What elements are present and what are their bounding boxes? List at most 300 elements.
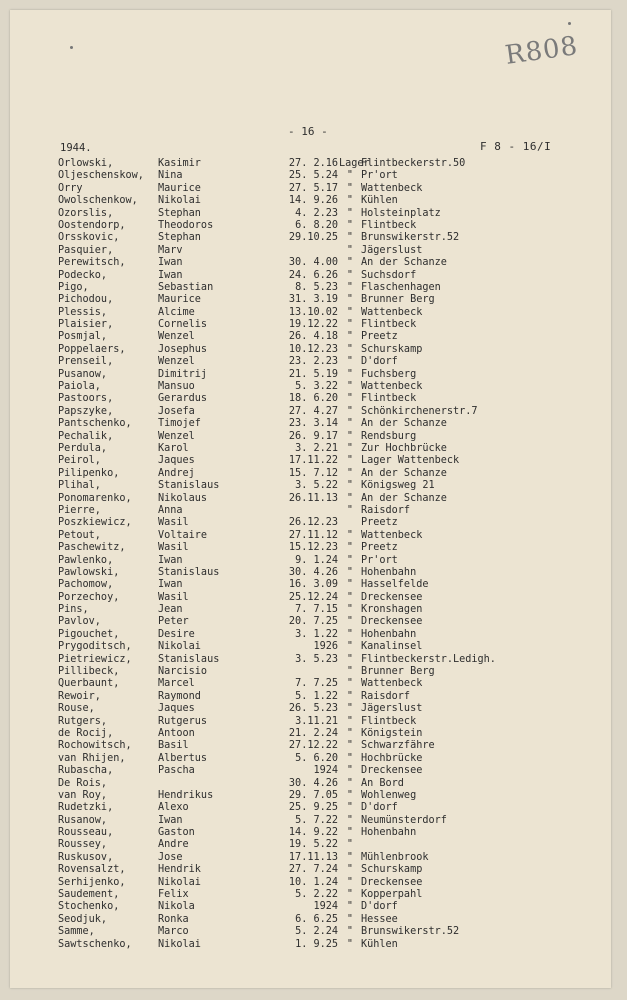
first-name: Andre	[158, 839, 189, 851]
residence: Jägerslust	[361, 244, 423, 256]
surname: Pilipenko,	[58, 467, 120, 479]
ditto-mark: "	[346, 616, 354, 628]
surname: Ruskusov,	[58, 851, 114, 863]
surname: Ponomarenko,	[58, 492, 132, 504]
surname: van Rhijen,	[58, 752, 126, 764]
residence: Flintbeck	[361, 219, 417, 231]
first-name: Nina	[158, 170, 183, 182]
surname: Serhijenko,	[58, 876, 126, 888]
ditto-mark: "	[346, 269, 354, 281]
first-name: Wenzel	[158, 331, 195, 343]
surname: Plihal,	[58, 480, 101, 492]
residence: An der Schanze	[361, 492, 447, 504]
surname: Pichodou,	[58, 294, 114, 306]
first-name: Mansuo	[158, 381, 195, 393]
residence: Zur Hochbrücke	[361, 442, 447, 454]
birth-date: 27. 5.17	[288, 182, 338, 194]
first-name: Narcisio	[158, 666, 208, 678]
birth-date: 24. 6.26	[288, 269, 338, 281]
residence: Flintbeck	[361, 393, 417, 405]
first-name: Alexo	[158, 802, 189, 814]
first-name: Sebastian	[158, 281, 214, 293]
surname: Pasquier,	[58, 244, 114, 256]
surname: Pachomow,	[58, 579, 114, 591]
first-name: Nikolai	[158, 938, 201, 950]
residence: Schurskamp	[361, 864, 423, 876]
archive-stamp: R808	[503, 31, 580, 71]
birth-date: 14. 9.26	[288, 195, 338, 207]
birth-date: 18. 6.20	[288, 393, 338, 405]
first-name: Marco	[158, 926, 189, 938]
first-name: Peter	[158, 616, 189, 628]
surname: van Roy,	[58, 789, 108, 801]
birth-date: 1924	[313, 765, 338, 777]
year-heading: 1944.	[60, 142, 92, 154]
ditto-mark: "	[346, 281, 354, 293]
residence: Brunner Berg	[361, 294, 435, 306]
birth-date: 5. 3.22	[295, 381, 338, 393]
surname: Pechalik,	[58, 430, 114, 442]
residence: Preetz	[361, 517, 398, 529]
ditto-mark: "	[346, 789, 354, 801]
ditto-mark: "	[346, 839, 354, 851]
birth-date: 26. 4.18	[288, 331, 338, 343]
birth-date: 1926	[313, 641, 338, 653]
punch-mark	[568, 22, 571, 25]
surname: Perewitsch,	[58, 257, 126, 269]
first-name: Ronka	[158, 913, 189, 925]
residence: Pr'ort	[361, 554, 398, 566]
residence: Hohenbahn	[361, 827, 417, 839]
residence: Dreckensee	[361, 591, 423, 603]
ditto-mark: "	[346, 802, 354, 814]
ditto-mark: "	[346, 405, 354, 417]
ditto-mark: "	[346, 306, 354, 318]
residence: Lager Wattenbeck	[361, 455, 460, 467]
birth-date: 5. 6.20	[295, 752, 338, 764]
residence: Schurskamp	[361, 343, 423, 355]
first-name: Kasimir	[158, 158, 201, 169]
ditto-mark: "	[346, 926, 354, 938]
surname: Pawlowski,	[58, 566, 120, 578]
first-name: Iwan	[158, 269, 183, 281]
residence: Flaschenhagen	[361, 281, 441, 293]
surname: Pins,	[58, 604, 89, 616]
surname: Rouse,	[58, 703, 95, 715]
first-name: Jean	[158, 604, 183, 616]
birth-date: 7. 7.15	[295, 604, 338, 616]
ditto-mark: "	[346, 219, 354, 231]
first-name: Wasil	[158, 542, 189, 554]
birth-date: 30. 4.26	[288, 566, 338, 578]
residence: D'dorf	[361, 356, 398, 368]
first-name: Stanislaus	[158, 566, 220, 578]
surname: Poppelaers,	[58, 343, 126, 355]
residence: Hohenbahn	[361, 628, 417, 640]
ditto-mark: "	[346, 740, 354, 752]
surname: Poszkiewicz,	[58, 517, 132, 529]
surname: Orlowski,	[58, 158, 114, 169]
birth-date: 27. 7.24	[288, 864, 338, 876]
first-name: Cornelis	[158, 319, 208, 331]
surname: Plaisier,	[58, 319, 114, 331]
first-name: Rutgerus	[158, 715, 208, 727]
surname: Oostendorp,	[58, 219, 126, 231]
first-name: Wasil	[158, 517, 189, 529]
ditto-mark: "	[346, 678, 354, 690]
page-number: - 16 -	[288, 125, 328, 138]
first-name: Hendrikus	[158, 789, 214, 801]
birth-date: 3. 2.21	[295, 442, 338, 454]
ditto-mark: "	[346, 418, 354, 430]
residence: Wattenbeck	[361, 306, 423, 318]
surname: Pawlenko,	[58, 554, 114, 566]
first-name: Iwan	[158, 814, 183, 826]
surname: De Rois,	[58, 777, 108, 789]
residence: D'dorf	[361, 802, 398, 814]
surname: Pietriewicz,	[58, 653, 132, 665]
residence: An der Schanze	[361, 257, 447, 269]
first-name: Voltaire	[158, 529, 208, 541]
ditto-mark: "	[346, 628, 354, 640]
first-name: Stephan	[158, 207, 201, 219]
surname: Rochowitsch,	[58, 740, 132, 752]
residence: Wattenbeck	[361, 381, 423, 393]
ditto-mark: "	[346, 814, 354, 826]
ditto-mark: "	[346, 480, 354, 492]
ditto-mark: "	[346, 319, 354, 331]
first-name: Wenzel	[158, 356, 195, 368]
ditto-mark: "	[346, 492, 354, 504]
surname: Samme,	[58, 926, 95, 938]
surname: Podecko,	[58, 269, 108, 281]
birth-date: 16. 3.09	[288, 579, 338, 591]
birth-date: 27.12.22	[288, 740, 338, 752]
birth-date: 30. 4.26	[288, 777, 338, 789]
first-name: Maurice	[158, 294, 201, 306]
birth-date: 5. 7.22	[295, 814, 338, 826]
first-name: Nikolaus	[158, 492, 208, 504]
ditto-mark: "	[346, 876, 354, 888]
first-name: Jaques	[158, 455, 195, 467]
first-name: Alcime	[158, 306, 195, 318]
residence: An Bord	[361, 777, 404, 789]
birth-date: 8. 5.23	[295, 281, 338, 293]
first-name: Theodoros	[158, 219, 214, 231]
birth-date: 5. 2.22	[295, 889, 338, 901]
surname: Roussey,	[58, 839, 108, 851]
birth-date: 4. 2.23	[295, 207, 338, 219]
birth-date: 13.10.02	[288, 306, 338, 318]
birth-date: 15. 7.12	[288, 467, 338, 479]
birth-date: 26.12.23	[288, 517, 338, 529]
ditto-mark: Lager	[339, 158, 370, 169]
residence: Kühlen	[361, 938, 398, 950]
first-name: Felix	[158, 889, 189, 901]
first-name: Nikolai	[158, 641, 201, 653]
surname: Orsskovic,	[58, 232, 120, 244]
birth-date: 29. 7.05	[288, 789, 338, 801]
first-name: Wasil	[158, 591, 189, 603]
birth-date: 26.11.13	[288, 492, 338, 504]
residence: Preetz	[361, 542, 398, 554]
surname: Pastoors,	[58, 393, 114, 405]
residence: Hasselfelde	[361, 579, 429, 591]
ditto-mark: "	[346, 566, 354, 578]
ditto-mark: "	[346, 257, 354, 269]
ditto-mark: "	[346, 851, 354, 863]
ditto-mark: "	[346, 938, 354, 950]
surname: Paschewitz,	[58, 542, 126, 554]
ditto-mark: "	[346, 504, 354, 516]
surname: Rewoir,	[58, 690, 101, 702]
ditto-mark: "	[346, 690, 354, 702]
surname: Owolschenkow,	[58, 195, 138, 207]
ditto-mark: "	[346, 653, 354, 665]
first-name: Pascha	[158, 765, 195, 777]
surname: Pigouchet,	[58, 628, 120, 640]
surname: Stochenko,	[58, 901, 120, 913]
birth-date: 29.10.25	[288, 232, 338, 244]
first-name: Raymond	[158, 690, 201, 702]
surname: Prenseil,	[58, 356, 114, 368]
surname: Posmjal,	[58, 331, 108, 343]
residence: An der Schanze	[361, 418, 447, 430]
birth-date: 9. 1.24	[295, 554, 338, 566]
surname: Rusanow,	[58, 814, 108, 826]
ditto-mark: "	[346, 542, 354, 554]
birth-date: 25. 9.25	[288, 802, 338, 814]
birth-date: 25.12.24	[288, 591, 338, 603]
residence: Flintbeck	[361, 715, 417, 727]
first-name: Josefa	[158, 405, 195, 417]
first-name: Iwan	[158, 257, 183, 269]
residence: An der Schanze	[361, 467, 447, 479]
surname: Plessis,	[58, 306, 108, 318]
surname: Oljeschenskow,	[58, 170, 144, 182]
first-name: Karol	[158, 442, 189, 454]
first-name: Basil	[158, 740, 189, 752]
residence: Hessee	[361, 913, 398, 925]
first-name: Maurice	[158, 182, 201, 194]
ditto-mark: "	[346, 864, 354, 876]
surname: Pierre,	[58, 504, 101, 516]
residence: Mühlenbrook	[361, 851, 429, 863]
birth-date: 23. 2.23	[288, 356, 338, 368]
birth-date: 21. 2.24	[288, 727, 338, 739]
surname: Rudetzki,	[58, 802, 114, 814]
first-name: Iwan	[158, 579, 183, 591]
ditto-mark: "	[346, 244, 354, 256]
first-name: Jose	[158, 851, 183, 863]
birth-date: 10. 1.24	[288, 876, 338, 888]
birth-date: 6. 8.20	[295, 219, 338, 231]
surname: Rovensalzt,	[58, 864, 126, 876]
birth-date: 5. 1.22	[295, 690, 338, 702]
ditto-mark: "	[346, 393, 354, 405]
residence: Hochbrücke	[361, 752, 423, 764]
surname: Paiola,	[58, 381, 101, 393]
first-name: Nikolai	[158, 195, 201, 207]
ditto-mark: "	[346, 752, 354, 764]
ditto-mark: "	[346, 889, 354, 901]
first-name: Josephus	[158, 343, 208, 355]
residence: Wohlenweg	[361, 789, 417, 801]
first-name: Anna	[158, 504, 183, 516]
first-name: Marv	[158, 244, 183, 256]
ditto-mark: "	[346, 170, 354, 182]
surname: Prygoditsch,	[58, 641, 132, 653]
surname: Pillibeck,	[58, 666, 120, 678]
birth-date: 20. 7.25	[288, 616, 338, 628]
ditto-mark: "	[346, 467, 354, 479]
ditto-mark: "	[346, 207, 354, 219]
surname: Sawtschenko,	[58, 938, 132, 950]
residence: D'dorf	[361, 901, 398, 913]
ditto-mark: "	[346, 901, 354, 913]
residence: Brunswikerstr.52	[361, 232, 460, 244]
ditto-mark: "	[346, 777, 354, 789]
birth-date: 30. 4.00	[288, 257, 338, 269]
residence: Flintbeckerstr.50	[361, 158, 466, 169]
surname: Papszyke,	[58, 405, 114, 417]
punch-mark	[70, 46, 73, 49]
first-name: Gerardus	[158, 393, 208, 405]
ditto-mark: "	[346, 368, 354, 380]
first-name: Albertus	[158, 752, 208, 764]
birth-date: 14. 9.22	[288, 827, 338, 839]
birth-date: 27. 2.16	[288, 158, 338, 169]
surname: Rousseau,	[58, 827, 114, 839]
ditto-mark: "	[346, 641, 354, 653]
birth-date: 1924	[313, 901, 338, 913]
document-page	[10, 10, 611, 988]
first-name: Nikolai	[158, 876, 201, 888]
birth-date: 5. 2.24	[295, 926, 338, 938]
first-name: Stanislaus	[158, 480, 220, 492]
ditto-mark: "	[346, 604, 354, 616]
surname: Ozorslis,	[58, 207, 114, 219]
first-name: Timojef	[158, 418, 201, 430]
surname: Porzechoy,	[58, 591, 120, 603]
residence: Wattenbeck	[361, 182, 423, 194]
residence: Raisdorf	[361, 690, 411, 702]
residence: Brunner Berg	[361, 666, 435, 678]
birth-date: 3. 5.22	[295, 480, 338, 492]
residence: Holsteinplatz	[361, 207, 441, 219]
birth-date: 6. 6.25	[295, 913, 338, 925]
birth-date: 19.12.22	[288, 319, 338, 331]
ditto-mark: "	[346, 913, 354, 925]
ditto-mark: "	[346, 195, 354, 207]
first-name: Nikola	[158, 901, 195, 913]
surname: Petout,	[58, 529, 101, 541]
ditto-mark: "	[346, 356, 354, 368]
ditto-mark: "	[346, 455, 354, 467]
residence: Flintbeckerstr.Ledigh.	[361, 653, 496, 665]
first-name: Stephan	[158, 232, 201, 244]
residence: Hohenbahn	[361, 566, 417, 578]
birth-date: 3.11.21	[295, 715, 338, 727]
first-name: Hendrik	[158, 864, 201, 876]
first-name: Stanislaus	[158, 653, 220, 665]
surname: Rubascha,	[58, 765, 114, 777]
residence: Kühlen	[361, 195, 398, 207]
surname: Perdula,	[58, 442, 108, 454]
first-name: Iwan	[158, 554, 183, 566]
ditto-mark: "	[346, 765, 354, 777]
first-name: Wenzel	[158, 430, 195, 442]
residence: Schönkirchenerstr.7	[361, 405, 478, 417]
birth-date: 3. 5.23	[295, 653, 338, 665]
file-reference: F 8 - 16/I	[480, 140, 552, 153]
residence: Kanalinsel	[361, 641, 423, 653]
surname: Saudement,	[58, 889, 120, 901]
birth-date: 23. 3.14	[288, 418, 338, 430]
ditto-mark: "	[346, 529, 354, 541]
first-name: Antoon	[158, 727, 195, 739]
residence: Kopperpahl	[361, 889, 423, 901]
residence: Königsweg 21	[361, 480, 435, 492]
birth-date: 3. 1.22	[295, 628, 338, 640]
ditto-mark: "	[346, 232, 354, 244]
surname: Pavlov,	[58, 616, 101, 628]
residence: Pr'ort	[361, 170, 398, 182]
residence: Kronshagen	[361, 604, 423, 616]
ditto-mark: "	[346, 666, 354, 678]
birth-date: 17.11.22	[288, 455, 338, 467]
birth-date: 17.11.13	[288, 851, 338, 863]
ditto-mark: "	[346, 430, 354, 442]
ditto-mark: "	[346, 727, 354, 739]
birth-date: 26. 5.23	[288, 703, 338, 715]
birth-date: 27. 4.27	[288, 405, 338, 417]
residence: Raisdorf	[361, 504, 411, 516]
ditto-mark: "	[346, 827, 354, 839]
birth-date: 7. 7.25	[295, 678, 338, 690]
residence: Fuchsberg	[361, 368, 417, 380]
birth-date: 25. 5.24	[288, 170, 338, 182]
surname: Pantschenko,	[58, 418, 132, 430]
residence: Flintbeck	[361, 319, 417, 331]
residence: Dreckensee	[361, 765, 423, 777]
residence: Königstein	[361, 727, 423, 739]
birth-date: 21. 5.19	[288, 368, 338, 380]
surname: de Rocij,	[58, 727, 114, 739]
ditto-mark: "	[346, 715, 354, 727]
ditto-mark: "	[346, 703, 354, 715]
residence: Dreckensee	[361, 616, 423, 628]
birth-date: 1. 9.25	[295, 938, 338, 950]
first-name: Gaston	[158, 827, 195, 839]
surname: Rutgers,	[58, 715, 108, 727]
ditto-mark: "	[346, 579, 354, 591]
residence: Dreckensee	[361, 876, 423, 888]
ditto-mark: "	[346, 442, 354, 454]
ditto-mark: "	[346, 343, 354, 355]
surname: Orry	[58, 182, 83, 194]
residence: Wattenbeck	[361, 529, 423, 541]
ditto-mark: "	[346, 331, 354, 343]
residence: Wattenbeck	[361, 678, 423, 690]
ditto-mark: "	[346, 554, 354, 566]
ditto-mark: "	[346, 294, 354, 306]
birth-date: 19. 5.22	[288, 839, 338, 851]
ditto-mark: "	[346, 591, 354, 603]
residence: Preetz	[361, 331, 398, 343]
surname: Pusanow,	[58, 368, 108, 380]
surname: Pigo,	[58, 281, 89, 293]
